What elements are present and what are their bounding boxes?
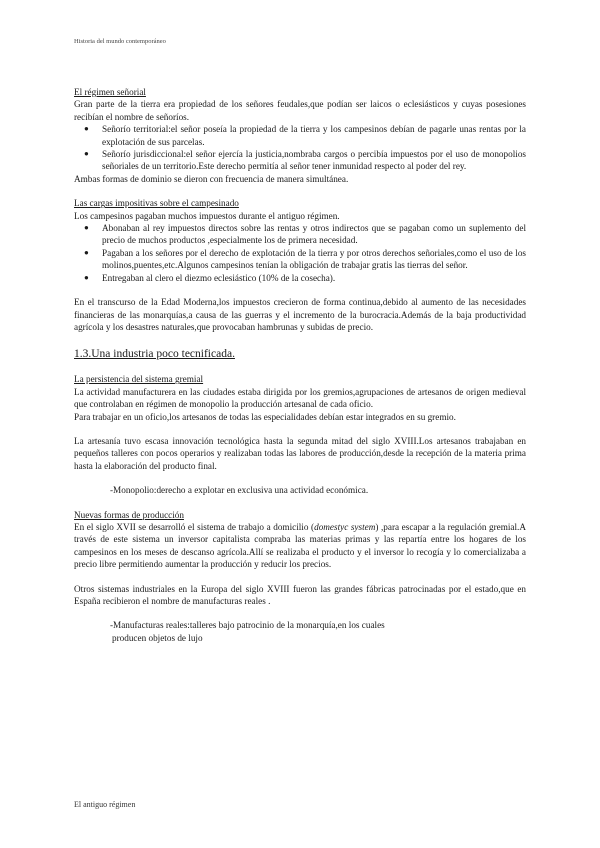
list-item-text: Pagaban a los señores por el derecho de explotación de la tierra y por otros derechos señoriales,como el uso de los molinos,puentes,etc.Algunos campesinos tenían la obligación de trabajar gratis las tierras del señor. [102,247,526,271]
note-manufacturas-line2: producen objetos de lujo [112,632,203,643]
section-title-cargas: Las cargas impositivas sobre el campesinado [74,198,239,209]
bullet-icon: ● [84,223,89,233]
term-domestic-system: domestyc system [314,521,376,532]
bullet-icon: ● [84,124,89,134]
list-item [84,272,526,284]
note-monopolio: -Monopolio:derecho a explotar en exclusiva una actividad económica. [110,485,369,496]
paragraph-cargas-body: En el transcurso de la Edad Moderna,los impuestos crecieron de forma continua,debido al aumento de las necesidades financieras de las monarquías,a causa de las guerras y el incremento de la burocracia.Además de la baja productividad agrícola y los desastres naturales,que provocaban hambrunas y subidas de precio. [74,297,526,332]
paragraph-cargas-intro: Los campesinos pagaban muchos impuestos durante el antiguo régimen. [74,210,340,221]
list-regimen [74,123,526,173]
paragraph-gremial-2: Para trabajar en un oficio,los artesanos de todas las especialidades debían estar integrados en su gremio. [74,411,456,422]
bullet-icon: ● [84,272,89,282]
list-item [84,148,526,173]
document-body [74,86,526,644]
section-title-gremial: La persistencia del sistema gremial [74,374,204,385]
list-item-text: Entregaban al clero el diezmo eclesiástico (10% de la cosecha). [102,272,336,283]
list-item-text: Abonaban al rey impuestos directos sobre las rentas y otros indirectos que se pagaban como un suplemento del precio de muchos productos ,especialmente los de primera necesidad. [102,223,526,246]
paragraph-nuevas-2: Otros sistemas industriales en la Europa del siglo XVIII fueron las grandes fábricas patrocinadas por el estado,que en España recibieron el nombre de manufacturas reales . [74,583,526,606]
list-cargas [74,222,526,284]
list-item-text: Señorío jurisdiccional:el señor ejercía la justicia,nombraba cargos o percibía impuestos por el uso de monopolios señoriales de un territorio.Este derecho permitía al señor tener inmunidad respecto al poder del rey. [102,149,526,172]
note-manufacturas-line1: -Manufacturas reales:talleres bajo patrocinio de la monarquía,en los cuales [110,620,385,631]
paragraph-regimen-outro: Ambas formas de dominio se dieron con frecuencia de manera simultánea. [74,173,349,184]
running-header: Historia del mundo contemporáneo [74,38,166,45]
section-title-regimen: El régimen señorial [74,87,146,97]
paragraph-gremial-1: La actividad manufacturera en las ciudades estaba dirigida por los gremios,agrupaciones de artesanos de origen medieval que controlaban en régimen de monopolio la producción artesanal de cada oficio. [74,386,526,410]
paragraph-nuevas-1 [74,521,526,571]
list-item [84,222,526,247]
paragraph-gremial-3: La artesanía tuvo escasa innovación tecnológica hasta la segunda mitad del siglo XVIII.Los artesanos trabajaban en pequeños talleres con pocos operarios y realizaban todas las labores de producción,desde la recepción de la materia prima hasta la elaboración del producto final. [74,435,526,471]
paragraph-text: En el siglo XVII se desarrolló el sistema de trabajo a domicilio ( [74,521,315,532]
list-item [84,123,526,148]
paragraph-regimen-intro: Gran parte de la tierra era propiedad de los señores feudales,que podían ser laicos o eclesiásticos y cuyas posesiones recibían el nombre de señoríos. [74,99,526,122]
list-item-text: Señorío territorial:el señor poseía la propiedad de la tierra y los campesinos debían de pagarle unas rentas por la explotación de sus parcelas. [102,124,526,147]
bullet-icon: ● [84,149,89,159]
page-footer: El antiguo régimen [74,800,136,809]
paragraph-text: ) ,para escapar a la regulación gremial.A través de este sistema un inversor capitalista compraba las materias primas y las repartía entre los hogares de los campesinos en los meses de descanso agrícola.Allí se realizaba el producto y el inversor lo recogía y lo comercializaba a precio libre permitiendo aumentar la producción y reducir los precios. [74,521,526,570]
list-item [84,247,526,272]
bullet-icon: ● [84,247,89,257]
section-title-nuevas: Nuevas formas de producción [74,509,184,520]
section-title-industria: 1.3.Una industria poco tecnificada. [74,348,235,361]
